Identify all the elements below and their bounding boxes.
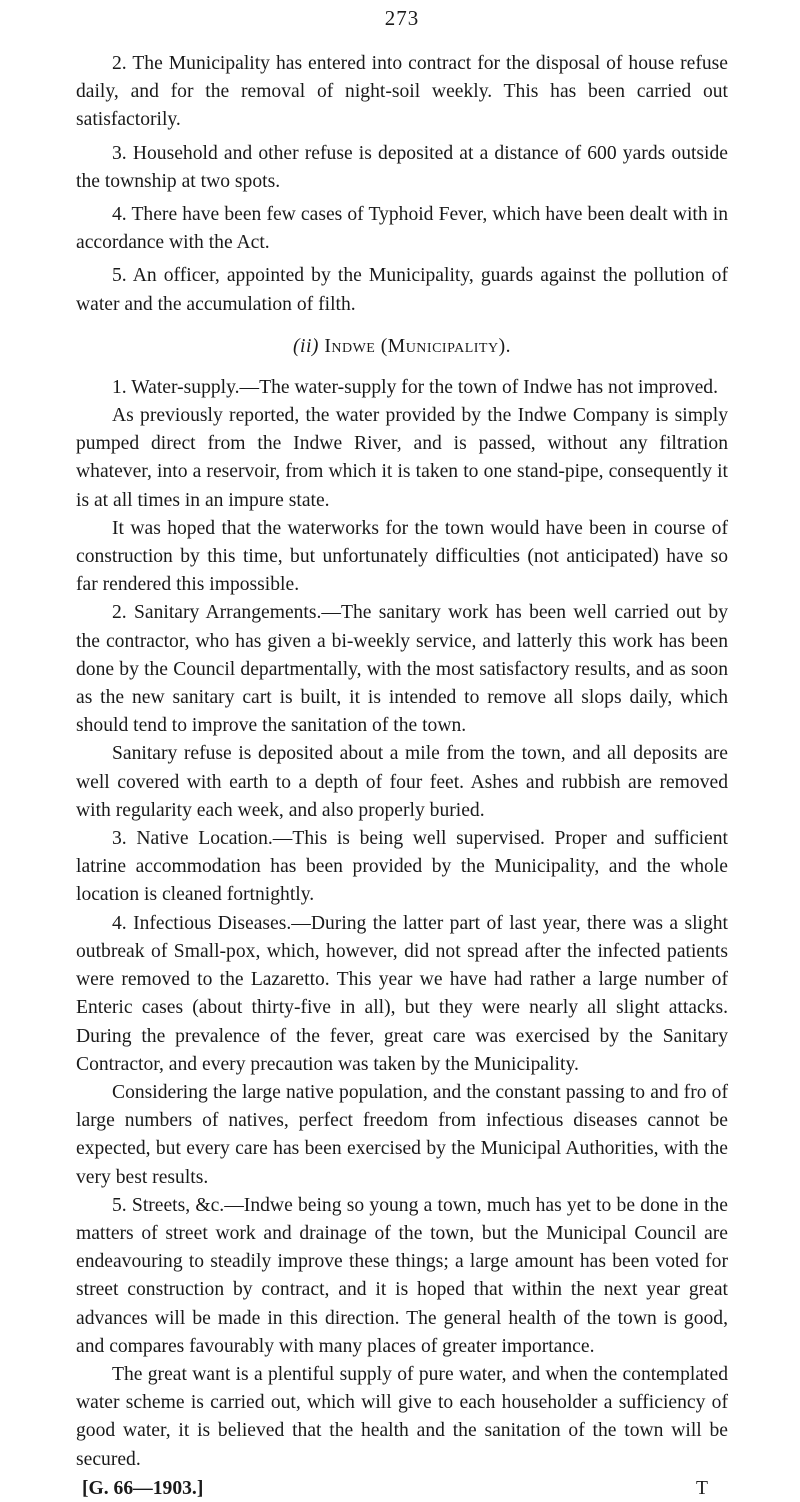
paragraph-refuse-contract: 2. The Municipality has entered into contract for the disposal of house refuse daily, and for the removal of night-soil weekly. This has been carried out satisfactorily.: [76, 53, 728, 131]
section-title: Indwe (Municipality).: [324, 335, 511, 357]
paragraph-officer: 5. An officer, appointed by the Municipality, guards against the pollution of water and the accumulation of filth.: [76, 265, 728, 315]
paragraph-water-pumped: As previously reported, the water provided by the Indwe Company is simply pumped direct from the Indwe River, and is passed, without any filtration whatever, into a reservoir, from which it is taken to one stand-pipe, consequently it is at all times in an impure state.: [76, 405, 728, 511]
paragraph-waterworks: It was hoped that the waterworks for the town would have been in course of construction by this time, but unfortunately difficulties (not anticipated) have so far rendered this impossible.: [76, 517, 728, 596]
paragraph-sanitary-arrangements: 2. Sanitary Arrangements.—The sanitary work has been well carried out by the contractor, who has given a bi-weekly service, and latterly this work has been done by the Council departmentally, with the most satisfactory results, and as soon as the new sanitary cart is built, it is intended to remove all slops daily, which should tend to improve the sanitation of the town.: [76, 602, 728, 737]
paragraph-sanitary-refuse: Sanitary refuse is deposited about a mile from the town, and all deposits are well covered with earth to a depth of four feet. Ashes and rubbish are removed with regularity each week, and also properly buried.: [76, 743, 728, 821]
page-footer: [76, 1476, 728, 1502]
signature-mark: T: [696, 1477, 708, 1499]
page-number: 273: [384, 6, 420, 30]
paragraph-water-supply: 1. Water-supply.—The water-supply for the town of Indwe has not improved.: [112, 376, 718, 398]
publication-reference: [G. 66—1903.]: [82, 1477, 204, 1499]
paragraph-streets: 5. Streets, &c.—Indwe being so young a town, much has yet to be done in the matters of street work and drainage of the town, but the Municipal Council are endeavouring to steadily improve these things; a large amount has been voted for street construction by contract, and it is hoped that within the next year great advances will be made in this direction. The general health of the town is good, and compares favourably with many places of greater importance.: [76, 1194, 728, 1357]
section-numeral: (ii): [293, 335, 319, 357]
paragraph-refuse-deposit: 3. Household and other refuse is deposited at a distance of 600 yards outside the township at two spots.: [76, 142, 728, 192]
paragraph-water-want: The great want is a plentiful supply of pure water, and when the contemplated water scheme is carried out, which will give to each householder a sufficiency of good water, it is believed that the health and the sanitation of the town will be secured.: [76, 1363, 728, 1470]
paragraph-typhoid: 4. There have been few cases of Typhoid Fever, which have been dealt with in accordance with the Act.: [76, 204, 728, 254]
body-text: [76, 50, 728, 1502]
paragraph-native-population: Considering the large native population, and the constant passing to and fro of large numbers of natives, perfect freedom from infectious diseases cannot be expected, but every care has been exercised by the Municipal Authorities, with the very best results.: [76, 1081, 728, 1188]
paragraph-native-location: 3. Native Location.—This is being well supervised. Proper and sufficient latrine accommodation has been provided by the Municipality, and the whole location is cleaned fortnightly.: [76, 828, 728, 906]
section-heading: [76, 333, 728, 361]
paragraph-infectious-diseases: 4. Infectious Diseases.—During the latter part of last year, there was a slight outbreak of Small-pox, which, however, did not spread after the infected patients were removed to the Lazaretto. This year we have had rather a large number of Enteric cases (about thirty-five in all), but they were nearly all slight attacks. During the prevalence of the fever, great care was exercised by the Sanitary Contractor, and every precaution was taken by the Municipality.: [76, 912, 728, 1075]
